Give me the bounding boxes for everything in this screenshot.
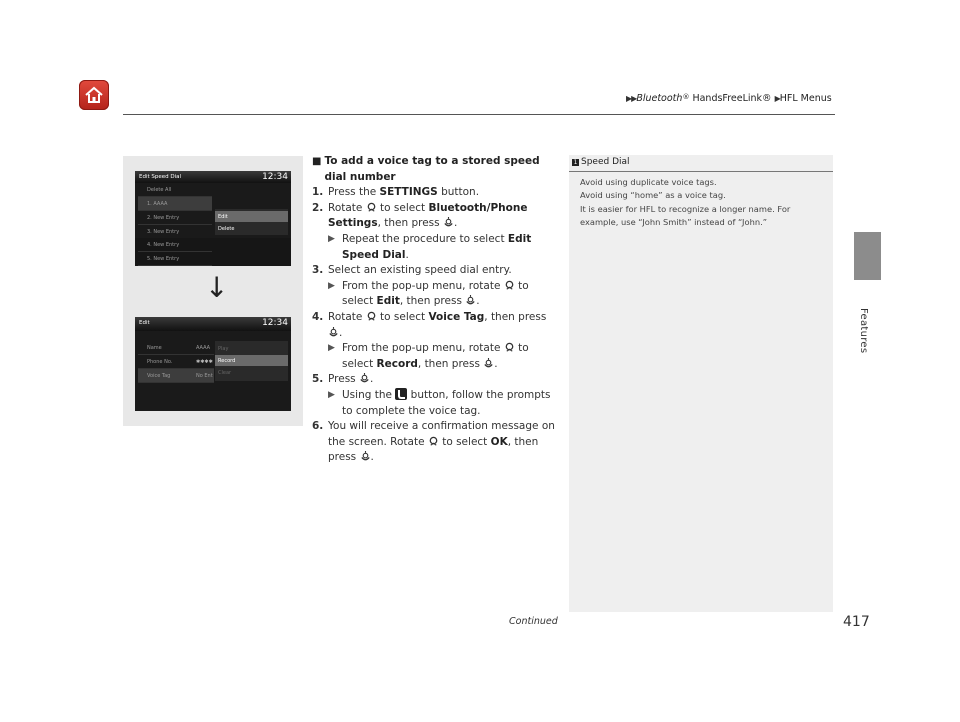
step-4-substep: ▶ From the pop-up menu, rotate to select Record, then press . (312, 341, 562, 372)
home-button[interactable] (79, 80, 109, 110)
step-5: 5. Press . (312, 373, 374, 386)
breadcrumb-hfl[interactable]: HandsFreeLink® (689, 93, 772, 104)
menu-item-record[interactable]: Record (215, 355, 288, 366)
list-item[interactable]: Phone No. ✱✱✱✱ (138, 355, 214, 369)
page-number: 417 (843, 614, 870, 630)
menu-item-play[interactable]: Play (218, 346, 229, 352)
note-line: example, use “John Smith” instead of “John.” (580, 216, 768, 227)
popup-menu (215, 341, 288, 381)
screen-edit (135, 317, 291, 411)
list-item[interactable]: 2. New Entry (138, 211, 212, 225)
menu-item-delete[interactable]: Delete (218, 226, 235, 232)
arrow-right-icon: ▶ (328, 233, 335, 244)
screen-edit-speed-dial-lower (135, 238, 291, 252)
press-dial-icon (465, 295, 476, 306)
screen-title: Edit (139, 320, 150, 326)
arrow-right-icon: ▶ (328, 280, 335, 291)
screen-clock: 12:34 (262, 318, 288, 328)
interface-dial-icon (428, 436, 439, 447)
menu-item-clear[interactable]: Clear (218, 370, 232, 376)
interface-dial-icon (366, 202, 377, 213)
press-dial-icon (359, 373, 370, 384)
instructions (312, 154, 562, 466)
press-dial-icon (328, 327, 339, 338)
note-header (569, 155, 833, 172)
press-dial-icon (483, 358, 494, 369)
list-item[interactable]: 4. New Entry (138, 238, 212, 252)
popup-menu (215, 209, 288, 235)
step-4: 4. Rotate to select Voice Tag, then press . (312, 310, 547, 339)
screen-edit-speed-dial (135, 171, 291, 239)
note-panel (569, 155, 833, 612)
breadcrumb-bluetooth[interactable]: Bluetooth (636, 93, 683, 104)
note-marker-icon: 1 (573, 159, 578, 166)
step-2-substep: ▶ Repeat the procedure to select Edit Speed Dial. (312, 232, 562, 263)
interface-dial-icon (366, 311, 377, 322)
menu-item-edit[interactable]: Edit (215, 211, 288, 222)
section-tab-label: Features (858, 308, 869, 354)
interface-dial-icon (504, 342, 515, 353)
press-dial-icon (360, 451, 371, 462)
arrow-right-icon: ▶ (328, 343, 335, 354)
step-1: 1. Press the SETTINGS button. (312, 186, 480, 199)
list-item[interactable]: Name AAAA (138, 341, 214, 355)
screen-edit-speed-dial-lower2 (135, 252, 291, 266)
arrow-right-icon: ▶ (328, 389, 335, 400)
breadcrumb-hfl-menus[interactable]: HFL Menus (779, 93, 832, 104)
talk-button-icon (395, 388, 407, 400)
home-icon (84, 85, 104, 105)
note-body (580, 176, 825, 229)
list-item-selected[interactable]: 1. AAAA (138, 197, 212, 211)
step-6: 6. You will receive a confirmation message on the screen. Rotate to select OK, then press . (312, 420, 555, 464)
arrow-down-icon: ↓ (205, 271, 229, 304)
screen-title: Edit Speed Dial (139, 174, 182, 180)
list-item[interactable]: 3. New Entry (138, 225, 212, 239)
screen-clock: 12:34 (262, 172, 288, 182)
step-2: 2. Rotate to select Bluetooth/Phone Settings, then press . (312, 201, 528, 230)
note-title: Speed Dial (581, 157, 630, 167)
note-line: Avoid using duplicate voice tags. (580, 177, 717, 187)
interface-dial-icon (504, 280, 515, 291)
breadcrumb: ▶▶Bluetooth® HandsFreeLink® ▶HFL Menus (626, 93, 832, 104)
screen-titlebar (135, 317, 291, 331)
list-item-selected[interactable]: Voice Tag No Ent (138, 369, 214, 383)
note-line: Avoid using “home” as a voice tag. (580, 190, 726, 201)
square-bullet-icon: ■ (312, 156, 322, 167)
section-heading: ■ To add a voice tag to a stored speed dial number (312, 154, 562, 185)
press-dial-icon (443, 217, 454, 228)
step-5-substep: ▶ Using the button, follow the prompts to complete the voice tag. (312, 388, 562, 419)
phone-number-masked: ✱✱✱✱ (196, 359, 213, 365)
screen-titlebar (135, 171, 291, 183)
note-line: It is easier for HFL to recognize a longer name. For (580, 203, 791, 214)
section-tab[interactable] (854, 232, 881, 280)
step-3-substep: ▶ From the pop-up menu, rotate to select Edit, then press . (312, 279, 562, 310)
list-item[interactable]: 5. New Entry (138, 252, 212, 266)
header-rule (123, 114, 835, 115)
continued-label: Continued (509, 616, 558, 627)
step-3: 3. Select an existing speed dial entry. (312, 264, 512, 277)
list-item[interactable]: Delete All (138, 183, 212, 197)
figure-panel (123, 156, 303, 426)
